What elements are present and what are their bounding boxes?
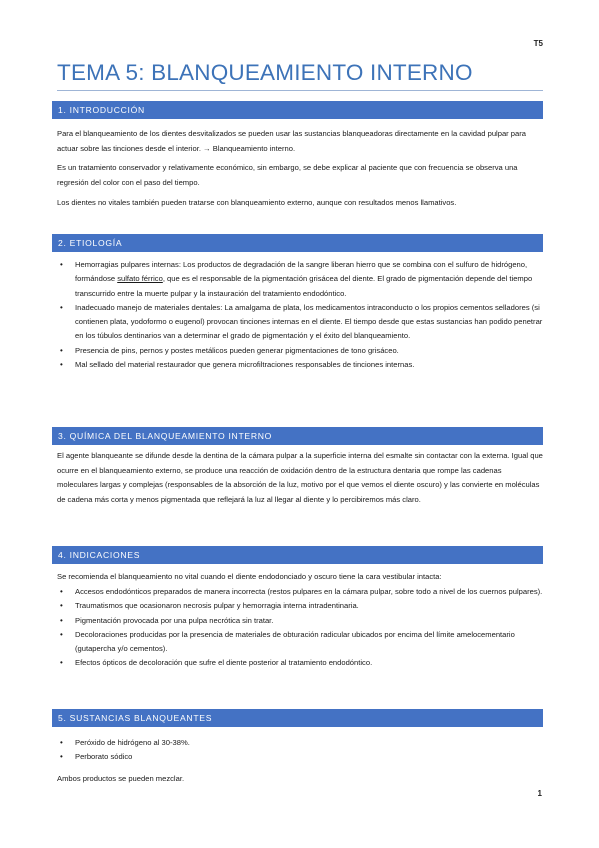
list-item-text: Perborato sódico: [75, 752, 133, 762]
list-item: [57, 750, 543, 764]
quimica-paragraph: El agente blanqueante se difunde desde la dentina de la cámara pulpar a la superficie interna del esmalte sin contactar con la externa. Igual que ocurre en el blanqueamiento externo, se produce una reacción de oxidación dentro de la estructura dentaria que rompe las cadenas moleculares largas y complejas (responsables de la absorción de la luz, motivo por el que vemos el diente oscuro) y las convierte en moléculas de cadena más corta y menos pigmentada que reflejará la luz al llegar al diente y lo percibiremos más claro.: [57, 451, 543, 504]
bullet-icon: •: [60, 587, 63, 596]
list-item: [57, 656, 543, 670]
bullet-icon: •: [60, 752, 63, 762]
list-item: [57, 344, 543, 358]
bullet-icon: •: [60, 615, 63, 625]
list-item: [57, 358, 543, 372]
list-item-text: Presencia de pins, pernos y postes metálicos pueden generar pigmentaciones de tono grisáceo.: [75, 345, 399, 355]
bullet-icon: •: [60, 345, 63, 355]
etiologia-list: [57, 258, 543, 372]
bullet-icon: •: [60, 629, 63, 639]
intro-paragraph-2: Es un tratamiento conservador y relativamente económico, sin embargo, se debe explicar al paciente que con frecuencia se observa una regresión del color con el paso del tiempo.: [57, 163, 518, 188]
sustancias-list: [57, 736, 543, 765]
list-item-text: Traumatismos que ocasionaron necrosis pulpar y hemorragia interna intradentinaria.: [75, 601, 359, 611]
bullet-icon: •: [60, 260, 63, 269]
section-heading-indicaciones: 4. INDICACIONES: [52, 546, 543, 564]
list-item-text: Peróxido de hidrógeno al 30-38%.: [75, 738, 190, 747]
sustancias-note: Ambos productos se pueden mezclar.: [57, 774, 185, 783]
underlined-term: sulfato férrico: [117, 274, 163, 284]
list-item-text: Efectos ópticos de decoloración que sufre el diente posterior al tratamiento endodóntico.: [75, 658, 373, 668]
page-title: TEMA 5: BLANQUEAMIENTO INTERNO: [57, 60, 473, 85]
list-item-text: Hemorragias pulpares internas: Los productos de degradación de la sangre liberan hierro que se combina con el sulfuro de hidrógeno, formándose: [75, 260, 528, 284]
list-item: [57, 585, 543, 599]
list-item: [57, 258, 543, 301]
bullet-icon: •: [60, 658, 63, 668]
section-heading-quimica: 3. QUÍMICA DEL BLANQUEAMIENTO INTERNO: [52, 427, 543, 445]
list-item: [57, 301, 543, 344]
bullet-icon: •: [60, 601, 63, 611]
title-divider: [57, 90, 543, 91]
indicaciones-intro: Se recomienda el blanqueamiento no vital cuando el diente endodonciado y oscuro tiene la cara vestibular intacta:: [57, 572, 442, 581]
intro-paragraph-1: Para el blanqueamiento de los dientes desvitalizados se pueden usar las sustancias blanqueadoras directamente en la cavidad pulpar para actuar sobre las tinciones desde el interior. → Blanqueamiento interno.: [57, 129, 527, 154]
bullet-icon: •: [60, 360, 63, 370]
list-item-text: Pigmentación provocada por una pulpa necrótica sin tratar.: [75, 615, 274, 625]
indicaciones-list: [57, 585, 543, 671]
section-heading-etiologia: 2. ETIOLOGÍA: [52, 234, 543, 252]
list-item-text: Accesos endodónticos preparados de manera incorrecta (restos pulpares en la cámara pulpar, sobre todo a nivel de los cuernos pulpares).: [75, 587, 543, 596]
bullet-icon: •: [60, 302, 63, 312]
list-item-text: Inadecuado manejo de materiales dentales: La amalgama de plata, los medicamentos intraconducto o los propios cementos selladores (si contienen plata, yodoformo o eugenol) provocan tinciones internas en el diente. El tiempo desde que estas sustancias han podido penetrar en los túbulos dentinarios van a determinar el grado de pigmentación y el éxito del blanqueamiento.: [75, 302, 543, 341]
list-item-text: Decoloraciones producidas por la presencia de materiales de obturación radicular ubicados por encima del límite amelocementario (gutapercha y/o cementos).: [75, 629, 515, 654]
intro-paragraph-3: Los dientes no vitales también pueden tratarse con blanqueamiento externo, aunque con resultados menos llamativos.: [57, 198, 457, 207]
list-item-text: , que es el responsable de la pigmentación grisácea del diente. El grado de pigmentación depende del tiempo transcurrido entre la muerte pulpar y la instauración del tratamiento endodóntico.: [75, 274, 533, 298]
section-heading-introduccion: 1. INTRODUCCIÓN: [52, 101, 543, 119]
list-item: [57, 628, 543, 657]
list-item: [57, 736, 543, 750]
list-item-text: Mal sellado del material restaurador que genera microfiltraciones responsables de tinciones internas.: [75, 360, 415, 370]
page-number: 1: [537, 789, 542, 798]
list-item: [57, 614, 543, 628]
bullet-icon: •: [60, 738, 63, 747]
list-item: [57, 599, 543, 613]
topic-tag: T5: [533, 39, 543, 48]
section-heading-sustancias: 5. SUSTANCIAS BLANQUEANTES: [52, 709, 543, 727]
